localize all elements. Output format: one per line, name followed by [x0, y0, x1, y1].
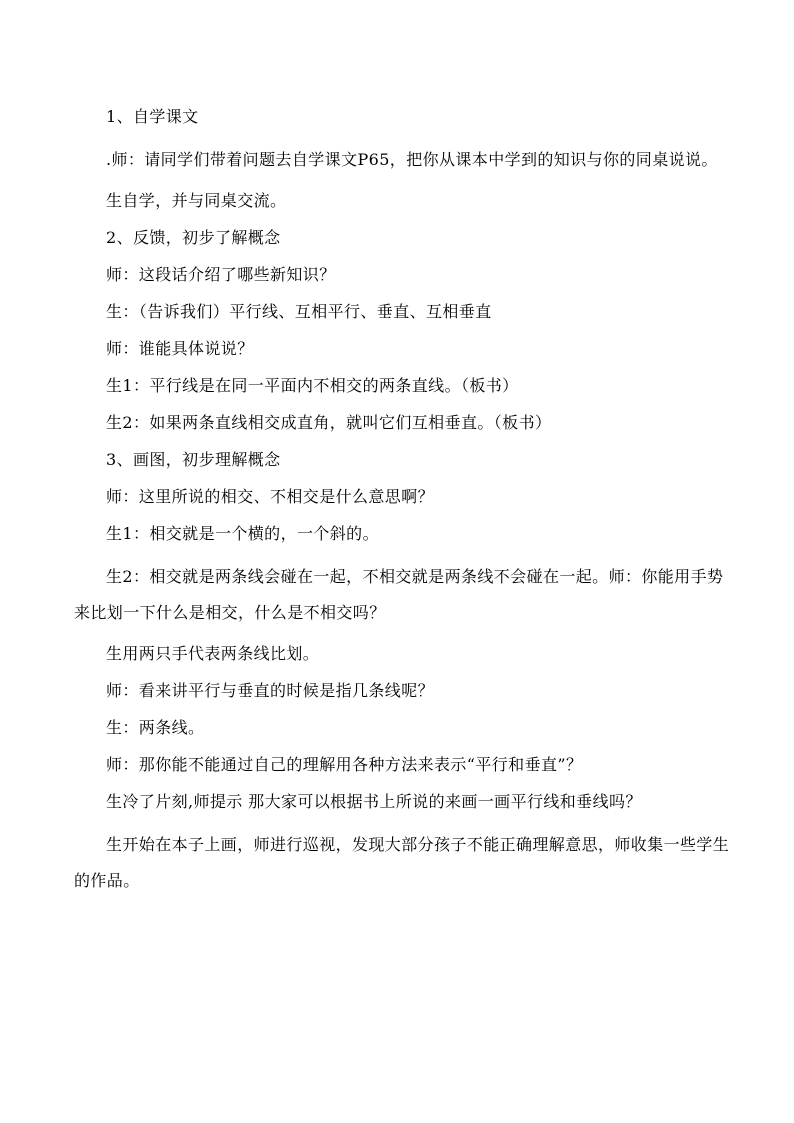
paragraph: 师：那你能不能通过自己的理解用各种方法来表示“平行和垂直”？ — [106, 755, 583, 774]
paragraph: 生1：平行线是在同一平面内不相交的两条直线。（板书） — [106, 376, 519, 395]
paragraph: 生开始在本子上画，师进行巡视，发现大部分孩子不能正确理解意思，师收集一些学生的作品。 — [74, 835, 730, 890]
paragraph: 师：谁能具体说说？ — [106, 339, 254, 358]
paragraph: .师：请同学们带着问题去自学课文P65，把你从课本中学到的知识与你的同桌说说。 — [106, 150, 718, 169]
document-body — [74, 105, 734, 910]
section-heading-1: 1、自学课文 — [106, 107, 199, 126]
section-heading-2: 2、反馈，初步了解概念 — [106, 228, 281, 247]
paragraph: 生：（告诉我们）平行线、互相平行、垂直、互相垂直 — [106, 302, 492, 321]
paragraph: 生用两只手代表两条线比划。 — [106, 644, 320, 663]
paragraph: 师：这段话介绍了哪些新知识？ — [106, 265, 336, 284]
paragraph: 生自学，并与同桌交流。 — [106, 191, 287, 210]
paragraph: 生1：相交就是一个横的，一个斜的。 — [106, 524, 379, 543]
paragraph: 师：看来讲平行与垂直的时候是指几条线呢？ — [106, 681, 435, 700]
paragraph: 生2：相交就是两条线会碰在一起，不相交就是两条线不会碰在一起。师：你能用手势来比划一下什么是相交，什么是不相交吗？ — [74, 567, 724, 622]
paragraph: 生冷了片刻,师提示 那大家可以根据书上所说的来画一画平行线和垂线吗？ — [106, 792, 642, 811]
section-heading-3: 3、画图，初步理解概念 — [106, 450, 281, 469]
paragraph: 生：两条线。 — [106, 718, 205, 737]
paragraph: 师：这里所说的相交、不相交是什么意思啊？ — [106, 487, 435, 506]
paragraph: 生2：如果两条直线相交成直角，就叫它们互相垂直。（板书） — [106, 413, 552, 432]
